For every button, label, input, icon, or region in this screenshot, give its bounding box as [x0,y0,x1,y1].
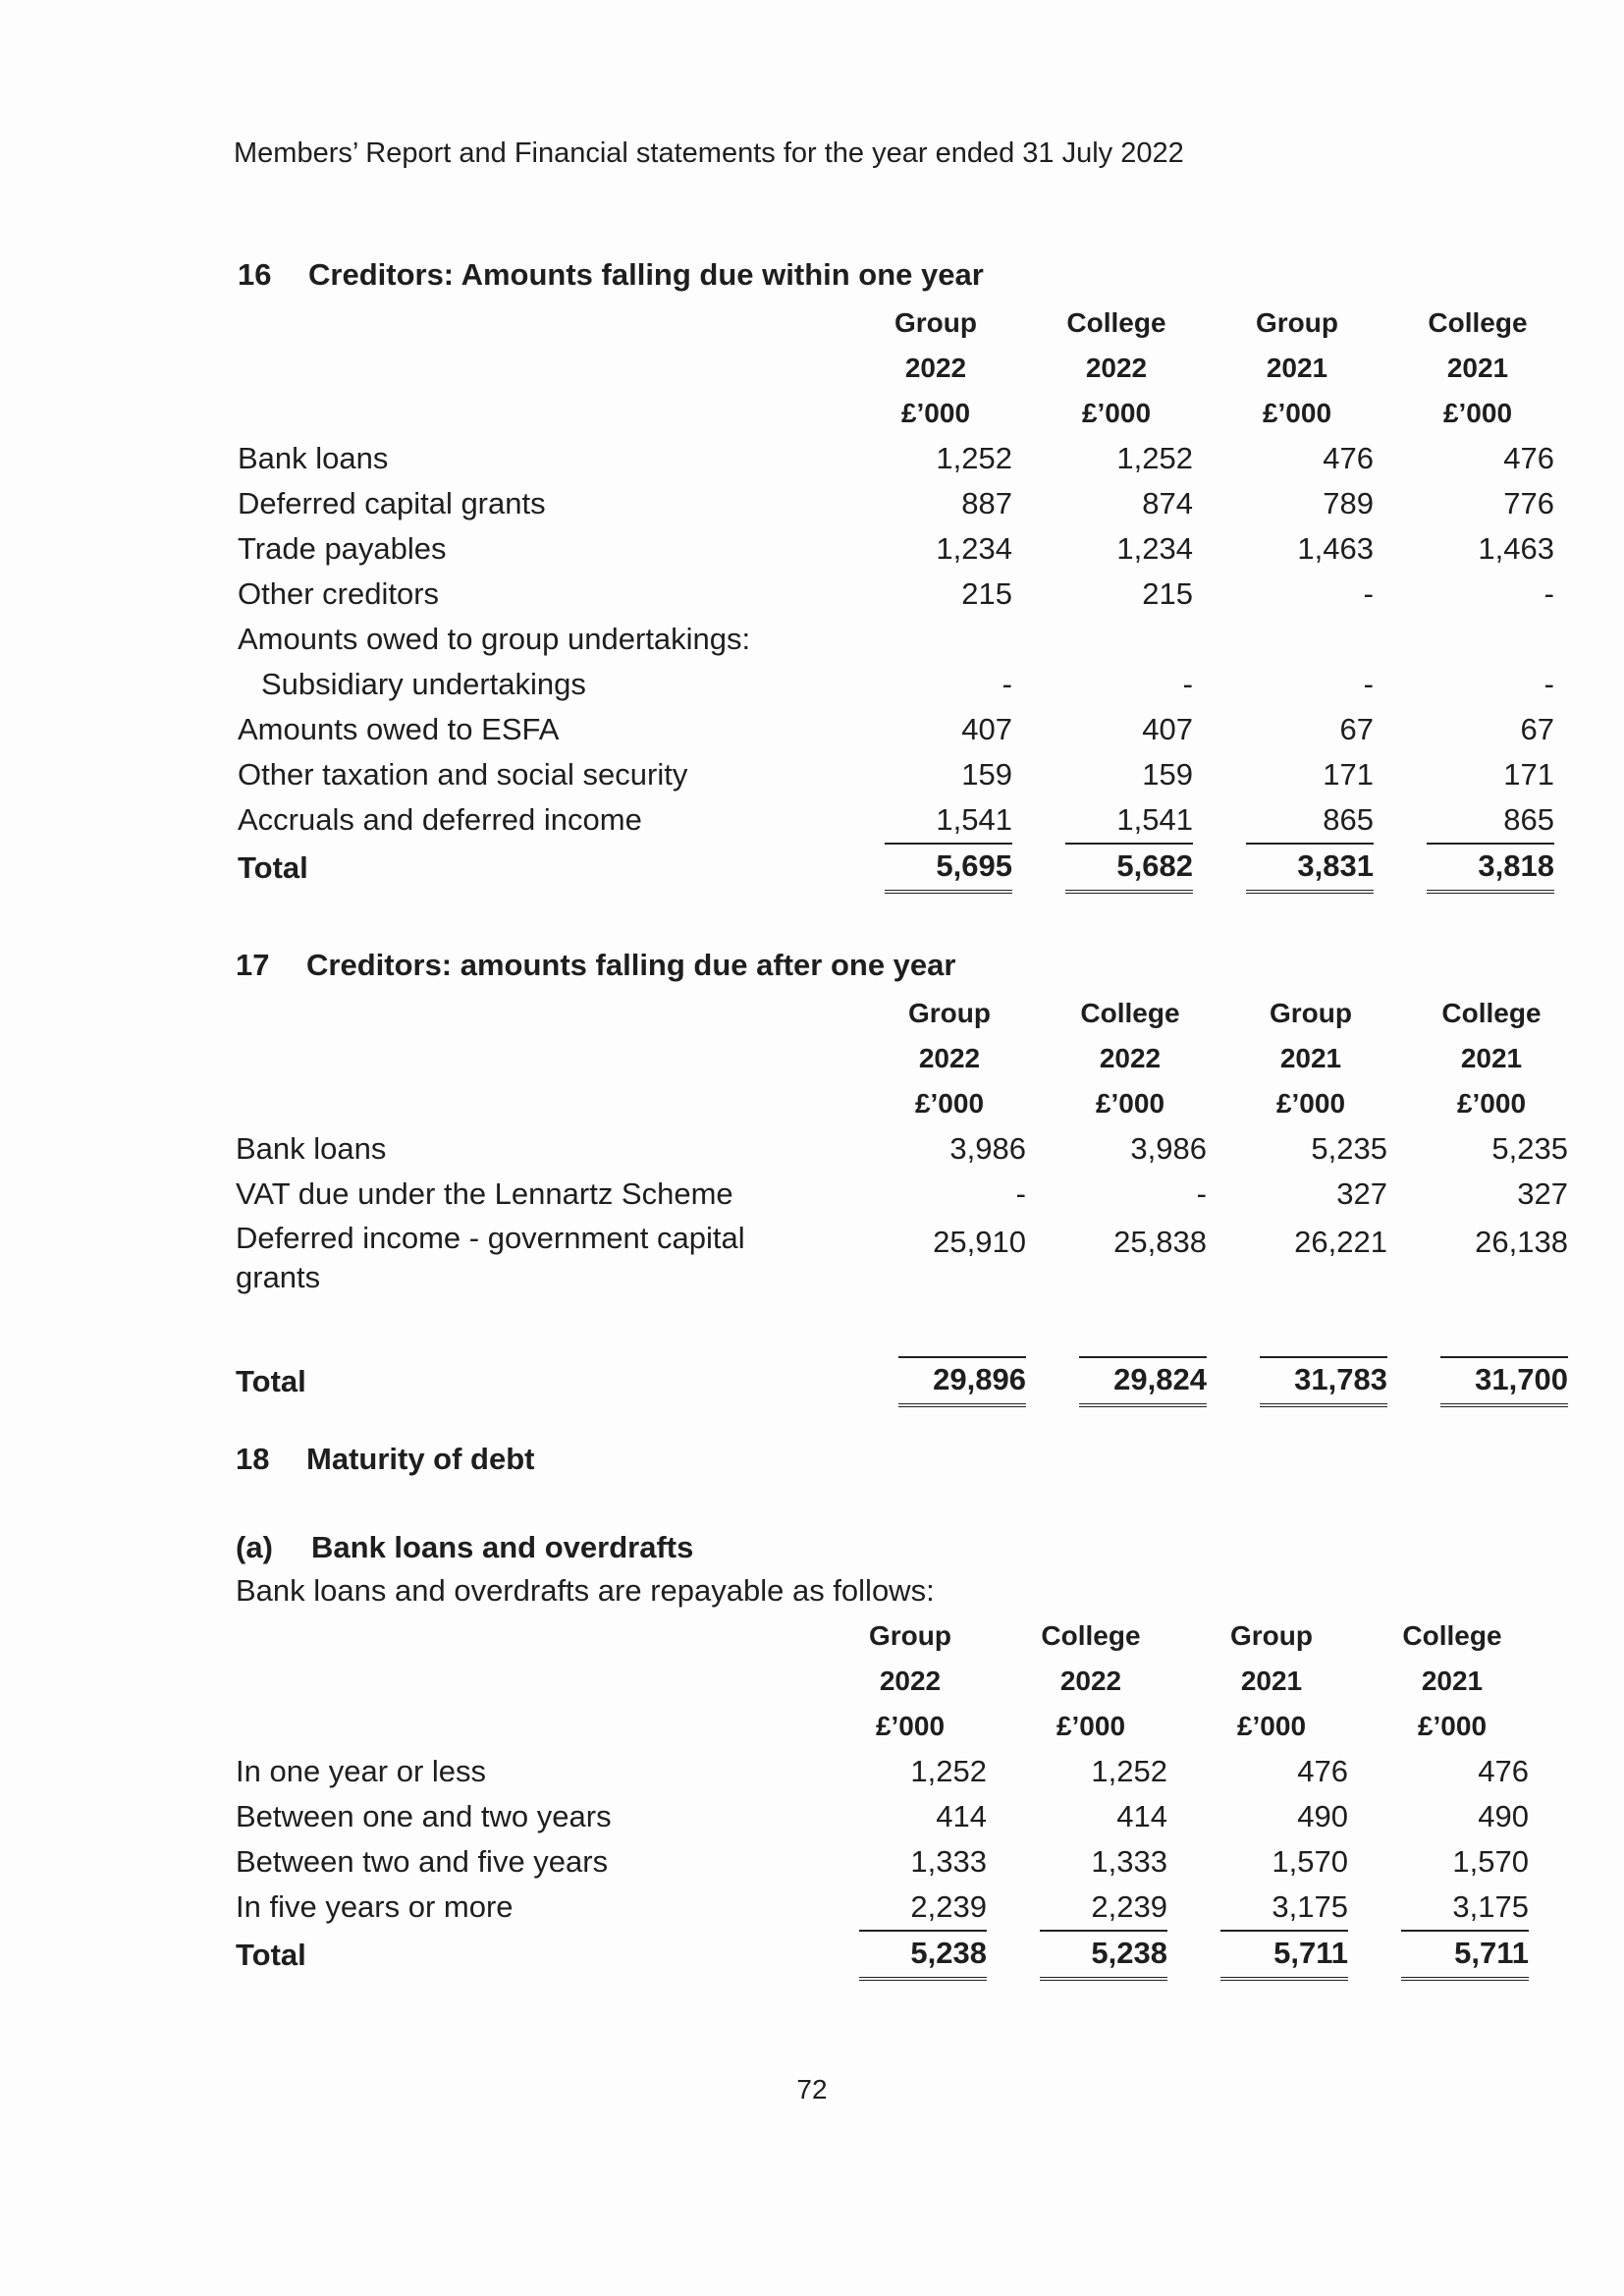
row-label: Bank loans [236,1131,387,1166]
total-value: 5,711 [1220,1930,1348,1981]
cell-value: 414 [1116,1799,1167,1833]
row-label: Amounts owed to group undertakings: [238,622,751,656]
cell-value: 1,541 [1116,802,1193,837]
table-row [238,797,1568,843]
row-label: Trade payables [238,531,447,566]
table-row [236,1839,1543,1885]
note-17-table [236,991,1582,1407]
cell-value: 171 [1503,757,1554,792]
total-value: 3,831 [1246,843,1374,894]
cell-value: 171 [1323,757,1374,792]
col-header-year: 2021 [1460,1043,1523,1073]
col-header-year: 2022 [918,1043,981,1073]
cell-value: 1,541 [936,802,1012,837]
total-row [236,1930,1543,1981]
column-unit-row [236,1081,1582,1126]
total-value: 5,711 [1401,1930,1529,1981]
note-18a-heading [236,1530,693,1565]
cell-value: 1,252 [910,1754,987,1788]
column-entity-row [236,1613,1543,1659]
cell-value: - [1001,667,1012,701]
row-label: In five years or more [236,1889,514,1924]
col-header-unit: £’000 [1456,1088,1527,1119]
cell-value: 25,910 [933,1225,1026,1259]
note-18-heading [236,1442,535,1477]
total-row [236,1356,1582,1407]
col-header-unit: £’000 [1056,1711,1126,1741]
row-label: Other taxation and social security [238,757,688,792]
col-header-entity: Group [869,1620,951,1651]
note-16-number: 16 [238,257,272,292]
cell-value: 1,234 [936,531,1012,566]
table-row [236,1885,1543,1930]
col-header-unit: £’000 [1095,1088,1165,1119]
cell-value: 476 [1297,1754,1348,1788]
cell-value: 407 [961,712,1012,746]
total-label: Total [236,1364,306,1398]
col-header-unit: £’000 [900,398,971,428]
total-row [238,843,1568,894]
note-16-heading [238,257,984,293]
cell-value: 2,239 [1091,1889,1167,1924]
col-header-year: 2021 [1266,353,1328,383]
total-value: 5,238 [859,1930,987,1981]
cell-value: 1,252 [1091,1754,1167,1788]
table-row [236,1794,1543,1839]
cell-value: 1,570 [1452,1844,1529,1879]
page-number: 72 [796,2074,828,2105]
col-header-entity: College [1441,998,1542,1028]
cell-value: 407 [1142,712,1193,746]
col-header-year: 2021 [1446,353,1509,383]
cell-value: 874 [1142,486,1193,520]
cell-value: 327 [1336,1176,1387,1211]
cell-value: 159 [1142,757,1193,792]
col-header-entity: College [1041,1620,1141,1651]
column-unit-row [238,391,1568,436]
column-year-row [236,1036,1582,1081]
cell-value: 159 [961,757,1012,792]
note-18-number: 18 [236,1442,270,1476]
cell-value: 3,175 [1452,1889,1529,1924]
cell-value: 476 [1503,441,1554,475]
col-header-entity: College [1402,1620,1502,1651]
row-label: Deferred capital grants [238,486,546,520]
column-unit-row [236,1704,1543,1749]
cell-value: 327 [1517,1176,1568,1211]
note-16-table [238,301,1568,894]
cell-value: - [1015,1176,1026,1211]
cell-value: 67 [1339,712,1374,746]
col-header-year: 2021 [1279,1043,1342,1073]
col-header-year: 2022 [1085,353,1148,383]
col-header-unit: £’000 [1442,398,1513,428]
row-label: Subsidiary undertakings [261,667,586,701]
cell-value: 789 [1323,486,1374,520]
table-row [236,1217,1582,1297]
col-header-entity: Group [894,307,977,338]
note-17-title: Creditors: amounts falling due after one year [306,948,956,982]
cell-value: 476 [1478,1754,1529,1788]
col-header-unit: £’000 [914,1088,985,1119]
cell-value: - [1363,667,1374,701]
table-row [238,662,1568,707]
column-year-row [236,1659,1543,1704]
cell-value: 865 [1323,802,1374,837]
cell-value: 490 [1297,1799,1348,1833]
table-row [238,617,1568,662]
col-header-year: 2022 [904,353,967,383]
cell-value: 1,570 [1272,1844,1348,1879]
cell-value: 26,221 [1294,1225,1387,1259]
col-header-unit: £’000 [1417,1711,1488,1741]
row-label: Between one and two years [236,1799,612,1833]
table-row [238,481,1568,526]
cell-value: 215 [961,576,1012,611]
total-value: 5,682 [1065,843,1193,894]
row-label: Amounts owed to ESFA [238,712,560,746]
cell-value: 1,234 [1116,531,1193,566]
col-header-year: 2022 [1059,1666,1122,1696]
column-entity-row [238,301,1568,346]
col-header-entity: Group [1270,998,1352,1028]
cell-value: 5,235 [1311,1131,1387,1166]
note-17-number: 17 [236,948,270,982]
cell-value: 67 [1520,712,1554,746]
col-header-unit: £’000 [1236,1711,1307,1741]
total-label: Total [236,1938,306,1972]
cell-value: 1,252 [1116,441,1193,475]
cell-value: 25,838 [1113,1225,1207,1259]
table-row [238,707,1568,752]
row-label: Accruals and deferred income [238,802,642,837]
cell-value: - [1196,1176,1207,1211]
cell-value: 476 [1323,441,1374,475]
col-header-unit: £’000 [1262,398,1332,428]
cell-value: 26,138 [1475,1225,1568,1259]
col-header-entity: Group [1230,1620,1313,1651]
cell-value: 3,175 [1272,1889,1348,1924]
total-value: 3,818 [1427,843,1554,894]
cell-value: 1,463 [1297,531,1374,566]
col-header-entity: College [1066,307,1166,338]
cell-value: 1,252 [936,441,1012,475]
col-header-entity: Group [1256,307,1338,338]
total-value: 5,238 [1040,1930,1167,1981]
note-18-title: Maturity of debt [306,1442,535,1476]
col-header-year: 2021 [1240,1666,1303,1696]
col-header-year: 2021 [1421,1666,1484,1696]
col-header-year: 2022 [879,1666,942,1696]
cell-value: 215 [1142,576,1193,611]
column-entity-row [236,991,1582,1036]
cell-value: 3,986 [1130,1131,1207,1166]
cell-value: 3,986 [949,1131,1026,1166]
row-label: Bank loans [238,441,389,475]
row-label: In one year or less [236,1754,487,1788]
row-label: Between two and five years [236,1844,609,1879]
note-18a-number: (a) [236,1530,273,1564]
note-18a-intro: Bank loans and overdrafts are repayable as follows: [236,1573,935,1608]
total-value: 31,700 [1440,1356,1568,1407]
total-value: 5,695 [885,843,1012,894]
cell-value: - [1182,667,1193,701]
cell-value: - [1543,576,1554,611]
table-row [238,752,1568,797]
table-row [236,1749,1543,1794]
cell-value: 1,463 [1478,531,1554,566]
col-header-entity: Group [908,998,991,1028]
total-label: Total [238,850,308,885]
cell-value: 887 [961,486,1012,520]
cell-value: 1,333 [1091,1844,1167,1879]
table-row [236,1126,1582,1172]
col-header-year: 2022 [1099,1043,1162,1073]
cell-value: 414 [936,1799,987,1833]
col-header-unit: £’000 [1081,398,1152,428]
table-row [238,436,1568,481]
row-label: Other creditors [238,576,440,611]
total-value: 29,824 [1079,1356,1207,1407]
column-year-row [238,346,1568,391]
cell-value: - [1543,667,1554,701]
col-header-entity: College [1428,307,1528,338]
cell-value: 865 [1503,802,1554,837]
note-17-heading [236,948,955,983]
col-header-entity: College [1080,998,1180,1028]
row-label: Deferred income - government capital grants [236,1221,745,1294]
table-row [236,1172,1582,1217]
row-label: VAT due under the Lennartz Scheme [236,1176,733,1211]
cell-value: 776 [1503,486,1554,520]
total-value: 31,783 [1260,1356,1387,1407]
col-header-unit: £’000 [875,1711,946,1741]
cell-value: 2,239 [910,1889,987,1924]
note-18-table [236,1613,1543,1981]
cell-value: 1,333 [910,1844,987,1879]
cell-value: 490 [1478,1799,1529,1833]
table-row [238,526,1568,572]
note-16-title: Creditors: Amounts falling due within one year [308,257,984,292]
running-header: Members’ Report and Financial statements for the year ended 31 July 2022 [234,137,1184,169]
total-value: 29,896 [898,1356,1026,1407]
cell-value: 5,235 [1491,1131,1568,1166]
col-header-unit: £’000 [1275,1088,1346,1119]
table-row [238,572,1568,617]
note-18a-title: Bank loans and overdrafts [311,1530,694,1564]
cell-value: - [1363,576,1374,611]
